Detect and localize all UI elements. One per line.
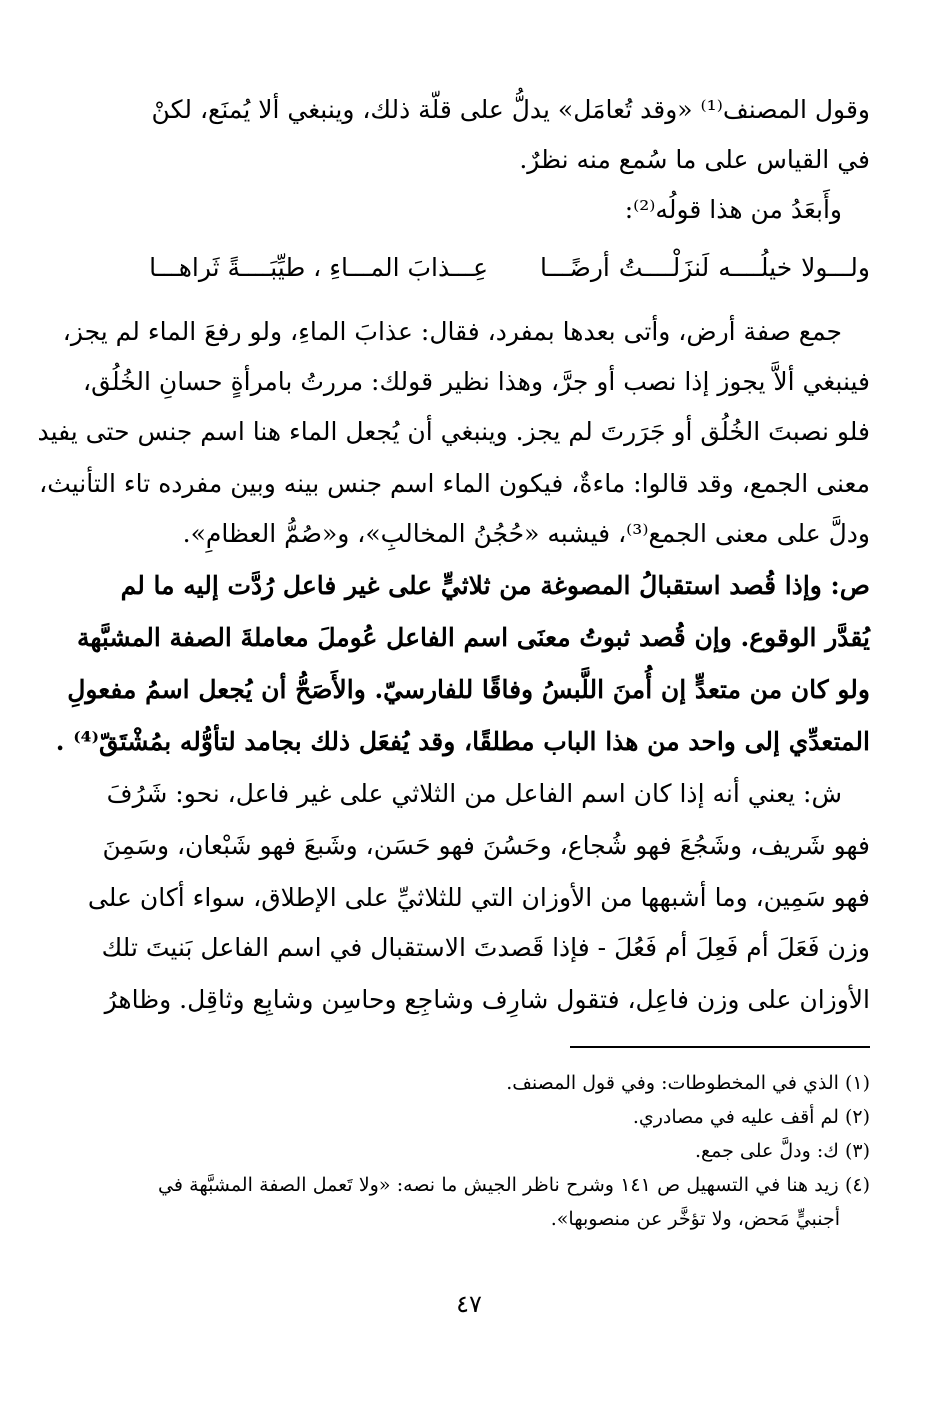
text-line: وقول المصنف⁽¹⁾ «وقد تُعامَل» يدلُّ على قلّة ذلك، وينبغي ألا يُمنَع، لكنْ [151,95,870,124]
text-line: وأَبعَدُ من هذا قولُه⁽²⁾: [624,195,842,224]
matn-line: يُقدَّر الوقوع. وإن قُصد ثبوتُ معنَى اسم الفاعل عُوملَ معاملةَ الصفة المشبَّهة [76,623,870,652]
footnote-continuation: أجنبيٍّ مَحض، ولا تؤخَّر عن منصوبها». [550,1208,840,1230]
footnote: (٤) زيد هنا في التسهيل ص ١٤١ وشرح ناظر الجيش ما نصه: «ولا تَعمل الصفة المشبَّهة في [158,1174,870,1196]
matn-line: المتعدِّي إلى واحد من هذا الباب مطلقًا، وقد يُفعَل ذلك بجامد لتأوُّله بمُشْتَقّ⁽⁴⁾ . [55,727,870,756]
poetry-verse [149,244,870,292]
page-number: ٤٧ [456,1290,482,1318]
matn-line: ص: وإذا قُصد استقبالُ المصوغة من ثلاثيٍّ على غير فاعل رُدَّت إليه ما لم [120,571,870,600]
sharh-line: وزن فَعَلَ أم فَعِلَ أم فَعُلَ - فإذا قَصدتَ الاستقبال في اسم الفاعل بَنيتَ تلك [101,933,870,962]
sharh-line: فهو شَريف، وشَجُعَ فهو شُجاع، وحَسُنَ فهو حَسَن، وشَبعَ فهو شَبْعان، وسَمِنَ [102,831,870,860]
sharh-line: فهو سَمِين، وما أشبهها من الأوزان التي للثلاثيِّ على الإطلاق، سواء أكان على [87,883,870,912]
text-line: فلو نصبتَ الخُلُق أو جَرَرتَ لم يجز. وينبغي أن يُجعل الماء هنا اسم جنس حتى يفيد [37,417,870,446]
text-line: في القياس على ما سُمع منه نظرٌ. [519,145,870,174]
text-line: فينبغي ألاَّ يجوز إذا نصب أو جرَّ، وهذا نظير قولك: مررتُ بامرأةٍ حسانِ الخُلُق، [83,367,870,396]
sharh-line: ش: يعني أنه إذا كان اسم الفاعل من الثلاثي على غير فاعل، نحو: شَرُفَ [106,779,842,808]
footnote: (٣) ك: ودلَّ على جمع. [694,1140,870,1162]
verse-second-hemistich: عِـــذابَ المـــاءِ ، طيِّبَــــةً ثَراهـــا [149,253,488,282]
text-line: ودلَّ على معنى الجمع⁽³⁾، فيشبه «حُجُنُ المخالبِ»، و«صُمُّ العظامِ». [182,519,870,548]
matn-line: ولو كان من متعدٍّ إن أُمنَ اللَّبسُ وفاقًا للفارسيّ. والأَصَحُّ أن يُجعل اسمُ مفعولِ [67,675,870,704]
footnote-separator [570,1046,870,1048]
text-line: جمع صفة أرض، وأتى بعدها بمفرد، فقال: عذابَ الماءِ، ولو رفعَ الماء لم يجز، [62,317,842,346]
footnote: (٢) لم أقف عليه في مصادري. [632,1106,870,1128]
sharh-line: الأوزان على وزن فاعِل، فتقول شارِف وشاجِع وحاسِن وشابِع وثاقِل. وظاهرُ [104,985,870,1014]
verse-first-hemistich: ولـــولا خيلُــــه لَنزَلْــــتُ أرضًـــا [540,253,870,282]
footnote: (١) الذي في المخطوطات: وفي قول المصنف. [506,1072,870,1094]
text-line: معنى الجمع، وقد قالوا: ماءةٌ، فيكون الماء اسم جنس بينه وبين مفرده تاء التأنيث، [39,469,870,498]
